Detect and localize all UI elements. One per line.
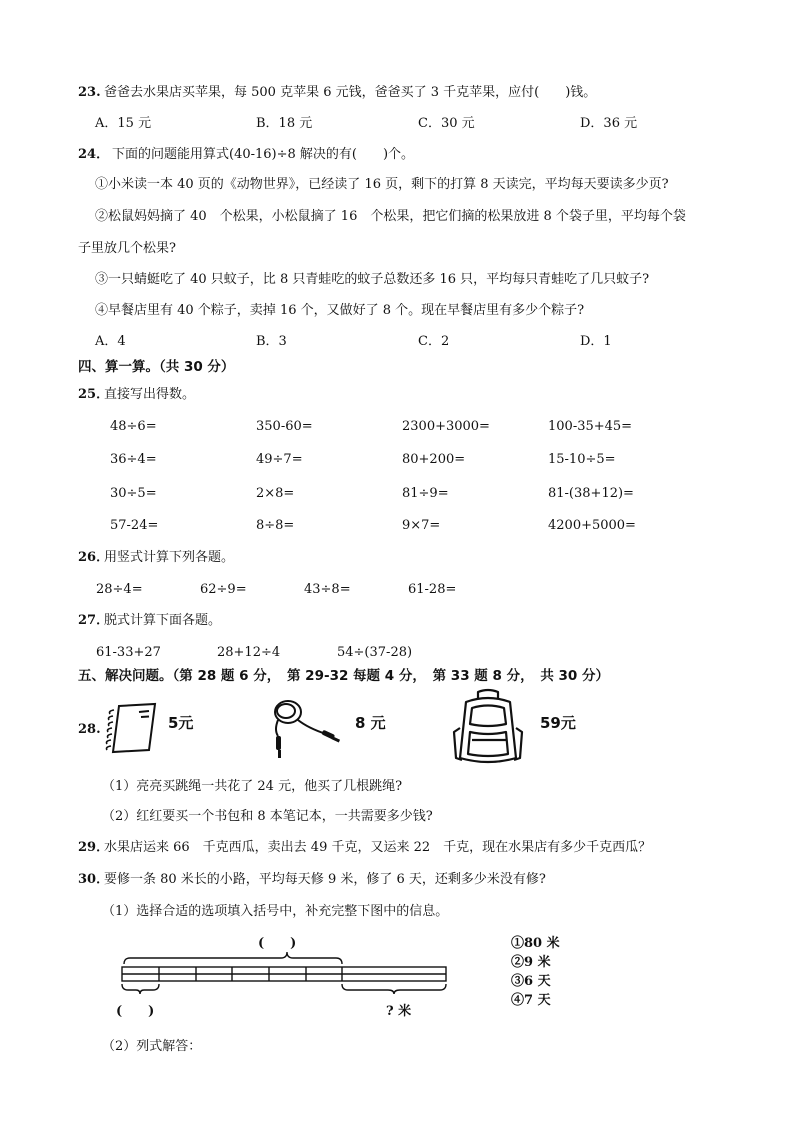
q24-number: 24． <box>78 147 110 162</box>
q26-item-2: 62÷9= <box>200 582 247 597</box>
q25-r1-c2: 350-60= <box>256 419 313 434</box>
q24-option-b: B．3 <box>256 334 287 349</box>
backpack-price: 59元 <box>540 714 576 732</box>
q25-number: 25． <box>78 387 110 402</box>
q23-number: 23. <box>78 85 101 100</box>
q26-item-4: 61-28= <box>408 582 457 597</box>
section-4-title: 四、算一算。（共 30 分） <box>78 359 235 375</box>
q24-option-a: A．4 <box>95 334 126 349</box>
q24-item-2-cont: 子里放几个松果? <box>78 241 176 256</box>
bottom-right-brace <box>342 984 446 994</box>
q25-r4-c4: 4200+5000= <box>548 518 636 533</box>
jump-rope-icon <box>266 694 342 764</box>
q30-sub-2: （2）列式解答： <box>102 1039 202 1054</box>
q25-r2-c3: 80+200= <box>402 452 466 467</box>
notebook-icon <box>105 700 161 754</box>
diagram-top-bracket: ( ) <box>258 936 297 951</box>
diagram-left-bracket: ( ) <box>116 1004 155 1019</box>
jump-rope-price: 8 元 <box>355 714 386 732</box>
section-5-title: 五、解决问题。（第 28 题 6 分， 第 29-32 每题 4 分， 第 33 题 8 分， 共 30 分） <box>78 668 610 684</box>
q30-sub-1: （1）选择合适的选项填入括号中，补充完整下图中的信息。 <box>102 904 449 919</box>
q25-r4-c3: 9×7= <box>402 518 441 533</box>
q25-r4-c1: 57-24= <box>110 518 159 533</box>
q25-r3-c1: 30÷5= <box>110 486 157 501</box>
q27-text: 脱式计算下面各题。 <box>104 613 222 628</box>
choice-3: ③6 天 <box>511 974 551 989</box>
q27-item-2: 28+12÷4 <box>217 645 281 660</box>
q25-r3-c2: 2×8= <box>256 486 295 501</box>
q28-sub-2: （2）红红要买一个书包和 8 本笔记本，一共需要多少钱? <box>102 809 433 824</box>
q25-r1-c4: 100-35+45= <box>548 419 633 434</box>
q24-item-3: ③一只蜻蜓吃了 40 只蚊子，比 8 只青蛙吃的蚊子总数还多 16 只，平均每只青蛙吃了几只蚊子? <box>95 272 650 287</box>
choice-2: ②9 米 <box>511 955 551 970</box>
q27-item-1: 61-33+27 <box>96 645 161 660</box>
top-brace <box>124 952 342 964</box>
q30-number: 30． <box>78 872 110 887</box>
q28-number: 28. <box>78 722 101 737</box>
choice-4: ④7 天 <box>511 993 551 1008</box>
q25-r1-c3: 2300+3000= <box>402 419 490 434</box>
q24-item-4: ④早餐店里有 40 个粽子，卖掉 16 个，又做好了 8 个。现在早餐店里有多少个粽子? <box>95 303 585 318</box>
diagram-remaining-label: ? 米 <box>386 1004 412 1019</box>
q29-number: 29． <box>78 840 110 855</box>
q25-r1-c1: 48÷6= <box>110 419 157 434</box>
q25-text: 直接写出得数。 <box>104 387 196 402</box>
q26-item-1: 28÷4= <box>96 582 143 597</box>
q24-option-d: D．1 <box>580 334 612 349</box>
q26-number: 26． <box>78 550 110 565</box>
q28-sub-1: （1）亮亮买跳绳一共花了 24 元，他买了几根跳绳? <box>102 779 403 794</box>
q25-r4-c2: 8÷8= <box>256 518 295 533</box>
q25-r3-c4: 81-(38+12)= <box>548 486 634 501</box>
choice-1: ①80 米 <box>511 936 560 951</box>
q27-item-3: 54÷(37-28) <box>337 645 413 660</box>
q25-r2-c2: 49÷7= <box>256 452 303 467</box>
notebook-price: 5元 <box>168 714 194 732</box>
q25-r3-c3: 81÷9= <box>402 486 449 501</box>
q23-option-d: D．36 元 <box>580 116 638 131</box>
q24-option-c: C．2 <box>418 334 450 349</box>
q24-item-2: ②松鼠妈妈摘了 40 个松果，小松鼠摘了 16 个松果，把它们摘的松果放进 8 个袋子里，平均每个袋 <box>95 209 686 224</box>
q29-text: 水果店运来 66 千克西瓜，卖出去 49 千克，又运来 22 千克，现在水果店有多少千克西瓜？ <box>104 840 652 855</box>
q23-option-a: A．15 元 <box>95 116 152 131</box>
q24-text: 下面的问题能用算式(40-16)÷8 解决的有( )个。 <box>112 147 415 162</box>
q25-r2-c4: 15-10÷5= <box>548 452 616 467</box>
q25-r2-c1: 36÷4= <box>110 452 157 467</box>
q23-option-b: B．18 元 <box>256 116 313 131</box>
q26-item-3: 43÷8= <box>304 582 351 597</box>
q23-option-c: C．30 元 <box>418 116 475 131</box>
q23-text: 爸爸去水果店买苹果，每 500 克苹果 6 元钱，爸爸买了 3 千克苹果，应付( )钱。 <box>104 85 597 100</box>
backpack-icon <box>452 688 524 770</box>
q24-item-1: ①小米读一本 40 页的《动物世界》，已经读了 16 页，剩下的打算 8 天读完，平均每天要读多少页? <box>95 177 669 192</box>
q27-number: 27． <box>78 613 110 628</box>
q30-text: 要修一条 80 米长的小路，平均每天修 9 米，修了 6 天，还剩多少米没有修? <box>104 872 546 887</box>
q26-text: 用竖式计算下列各题。 <box>104 550 235 565</box>
bottom-left-brace <box>122 984 159 994</box>
